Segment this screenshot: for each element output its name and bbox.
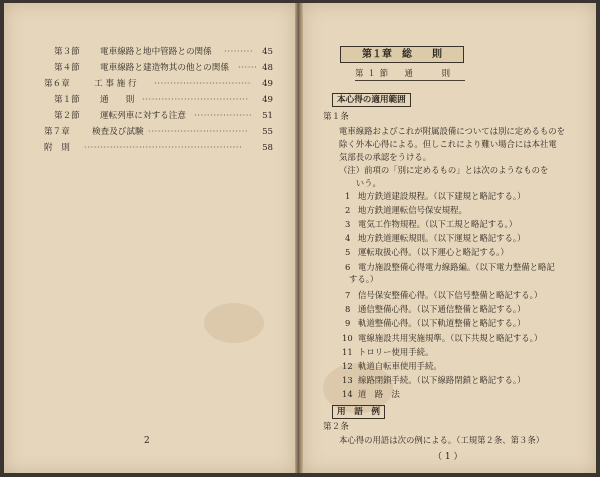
page-number: （ 1 ）: [433, 452, 463, 462]
list-item-number: 7: [345, 290, 351, 300]
body-line: 本心得の用語は次の例による。（工規第２条、第３条）: [339, 435, 545, 445]
note-line: いう。: [339, 178, 381, 188]
list-item-number: 11: [342, 347, 353, 357]
list-item-text: 線路閉鎖手続。（以下線路閉鎖と略記する。）: [358, 375, 526, 385]
toc-entry-page: 49: [262, 95, 273, 105]
toc-entry-label: 第７章: [44, 127, 70, 137]
right-page: [303, 3, 596, 473]
subject-heading-box: 用 語 例: [332, 405, 385, 419]
toc-entry: [4, 92, 295, 108]
toc-entry: [4, 108, 295, 124]
left-page: [4, 3, 295, 473]
body-line: 電車線路およびこれが附属設備については別に定めるものを: [339, 126, 565, 136]
toc-leader-dots: ·········: [224, 47, 254, 57]
list-item-text: 地方鉄道運転信号保安規程。: [358, 205, 467, 215]
list-item-number: 14: [342, 389, 353, 399]
toc-entry-label: 附 則: [44, 143, 70, 153]
toc-entry: [4, 44, 295, 60]
list-item-text: 地方鉄道建設規程。（以下建規と略記する。）: [358, 191, 526, 201]
article-number: 第２条: [323, 422, 349, 432]
page-number: 2: [144, 436, 150, 446]
toc-entry: [4, 124, 295, 140]
list-item-number: 3: [345, 219, 351, 229]
list-item-text: 電線施設共用実施規準。（以下共規と略記する。）: [358, 333, 543, 343]
subject-heading-box: 本心得の適用範囲: [332, 93, 411, 107]
toc-entry-page: 45: [262, 47, 273, 57]
list-item-number: 8: [345, 304, 351, 314]
list-item-text: トロリー使用手続。: [358, 347, 434, 357]
list-item-text: 地方鉄道運転規則。（以下運規と略記する。）: [358, 233, 526, 243]
toc-entry-title: 工 事 施 行: [94, 79, 137, 89]
book-gutter: [295, 3, 303, 473]
toc-entry-page: 51: [262, 111, 273, 121]
toc-entry-label: 第２節: [54, 111, 80, 121]
toc-entry-title: 運転列車に対する注意: [100, 111, 186, 121]
note-line: （注）前項の「別に定めるもの」とは次のようなものを: [339, 165, 549, 175]
toc-leader-dots: ··················: [194, 111, 253, 121]
body-line: 気部長の承認をうける。: [339, 152, 432, 162]
toc-entry-page: 49: [262, 79, 273, 89]
toc-entry-page: 48: [262, 63, 273, 73]
toc-entry-page: 55: [262, 127, 273, 137]
list-item-number: 10: [342, 333, 353, 343]
toc-entry-title: 検査及び試験: [92, 127, 144, 137]
toc-entry-title: 電車線路と地中管路との関係: [100, 47, 212, 57]
list-item-text: 軌道自転車使用手続。: [358, 361, 442, 371]
toc-entry-label: 第１節: [54, 95, 80, 105]
list-item-text: 軌道整備心得。（以下軌道整備と略記する。）: [358, 318, 526, 328]
toc-entry: [4, 76, 295, 92]
toc-entry: [4, 140, 295, 156]
list-item-number: 4: [345, 233, 351, 243]
toc-leader-dots: ·················································: [84, 143, 243, 153]
list-item-number: 13: [342, 375, 353, 385]
article-number: 第１条: [323, 112, 349, 122]
chapter-heading: 第１章 総 則: [340, 46, 464, 63]
toc-entry-label: 第４節: [54, 63, 80, 73]
toc-entry: [4, 60, 295, 76]
list-item-text: 通信整備心得。（以下通信整備と略記する。）: [358, 304, 526, 314]
toc-entry-title: 通 則: [100, 95, 135, 105]
body-line: 除く外本心得による。但しこれにより難い場合には本社電: [339, 139, 557, 149]
toc-leader-dots: ······: [238, 63, 258, 73]
toc-entry-label: 第３節: [54, 47, 80, 57]
toc-entry-title: 電車線路と建造物其の他との関係: [100, 63, 229, 73]
list-item-text: 電力施設整備心得電力線路編。（以下電力整備と略記: [358, 262, 555, 272]
toc-entry-label: 第６章: [44, 79, 70, 89]
toc-entry-page: 58: [262, 143, 273, 153]
list-item-text: する。）: [349, 274, 379, 284]
list-item-number: 2: [345, 205, 351, 215]
list-item-text: 運転取扱心得。（以下運心と略記する。）: [358, 247, 509, 257]
toc-leader-dots: ·······························: [148, 127, 249, 137]
list-item-number: 6: [345, 262, 351, 272]
list-item-text: 信号保安整備心得。（以下信号整備と略記する。）: [358, 290, 543, 300]
list-item-text: 電気工作物規程。（以下工規と略記する。）: [358, 219, 518, 229]
section-heading: 第１節 通 則: [355, 67, 465, 81]
open-book: [4, 3, 596, 473]
list-item-number: 5: [345, 247, 351, 257]
list-item-text: 道 路 法: [358, 389, 400, 399]
toc-leader-dots: ······························: [154, 79, 251, 89]
toc-leader-dots: ·································: [142, 95, 249, 105]
list-item-number: 9: [345, 318, 351, 328]
page-stain: [204, 303, 264, 343]
list-item-number: 12: [342, 361, 353, 371]
list-item-number: 1: [345, 191, 351, 201]
